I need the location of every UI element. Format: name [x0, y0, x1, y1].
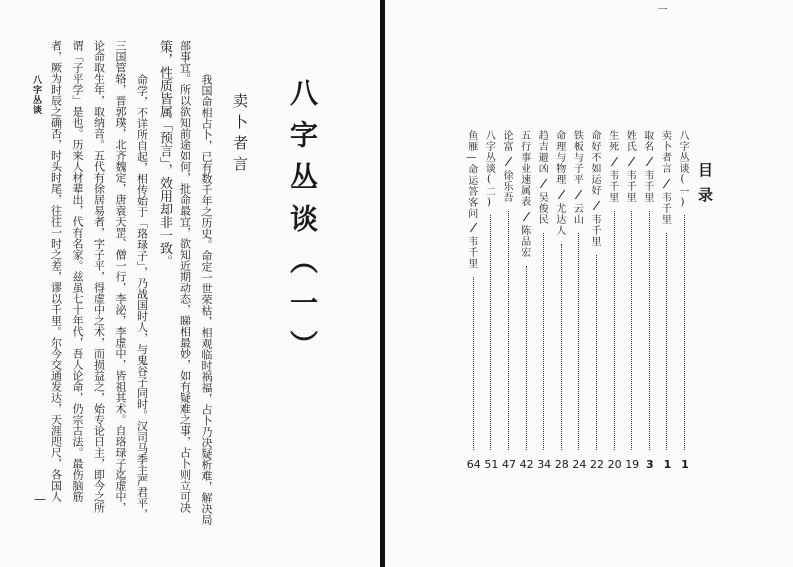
toc-page-number: 34: [537, 458, 552, 471]
toc-entry[interactable]: [554, 130, 570, 478]
dot-leader: [473, 277, 474, 450]
toc-entry-author: 韦千里: [659, 192, 671, 225]
dot-leader: [508, 211, 509, 450]
toc-entry-title: 命好不如运好: [589, 130, 600, 196]
toc-page-number: 3: [645, 458, 654, 471]
dot-leader: [596, 255, 597, 450]
slash-separator: [611, 157, 618, 167]
dot-leader: [578, 233, 579, 450]
toc-entry[interactable]: [501, 130, 517, 478]
article-subtitle: 卖卜者言: [231, 93, 249, 177]
toc-entry-title: 八字丛谈(一): [677, 130, 688, 209]
slash-separator: [593, 201, 600, 211]
toc-entry-title: 论富: [501, 130, 512, 152]
toc-entry[interactable]: [659, 130, 675, 478]
dot-leader: [666, 233, 667, 450]
toc-entry-title: 生死: [606, 130, 618, 152]
toc-entry[interactable]: [624, 130, 640, 478]
top-mark: 一: [655, 4, 666, 14]
toc-entry-title: 姓氏: [624, 130, 636, 152]
toc-entry-author: 徐乐吾: [501, 170, 512, 203]
body-line: 策，性质皆属「预言」，效用却非一致。: [157, 40, 172, 268]
toc-entry[interactable]: [677, 130, 693, 478]
slash-separator: [575, 190, 582, 200]
toc-entry-title: 命理与物理: [553, 130, 565, 185]
toc-entry-title: 八字丛谈(二): [483, 130, 495, 209]
slash-separator: [663, 179, 670, 189]
toc-entry-title: 鱼雁—命运答客问: [465, 130, 477, 219]
dot-leader: [649, 211, 650, 450]
toc-entry-title: 五行事业速属表: [518, 130, 530, 207]
toc-page-number: 1: [681, 458, 689, 471]
toc-page-number: 20: [607, 458, 622, 471]
dot-leader: [631, 211, 632, 450]
body-line: 论命取生年，取纳音。五代有徐居易者，字子平，得虚中之术，而损益之，始专论日主，即今之所: [92, 40, 106, 513]
toc-entry-author: 韦千里: [641, 170, 653, 203]
toc-entry[interactable]: [589, 130, 605, 478]
slash-separator: [523, 212, 530, 222]
left-page: [0, 0, 380, 567]
dot-leader: [561, 244, 562, 450]
slash-separator: [470, 223, 477, 233]
toc-entry-author: 韦千里: [606, 170, 618, 203]
toc-entry-author: 韦千里: [589, 214, 600, 247]
toc-entry-author: 韦千里: [465, 236, 477, 269]
page-number: —: [33, 492, 47, 506]
body-line: 部事宜。所以欲知前途如何，批命最宜，欲知近期动态，睇相最妙，如有疑难之事，占卜则立可决: [178, 40, 192, 513]
slash-separator: [540, 179, 547, 189]
toc-page-number: 1: [663, 458, 672, 471]
toc-entry-title: 铁板与子平: [571, 130, 583, 185]
toc-page-number: 19: [625, 458, 640, 471]
toc-entry[interactable]: [519, 130, 535, 478]
toc-page-number: 47: [502, 458, 516, 471]
body-line: 三国管辂，晋郭璞，北齐魏定，唐袁天罡、僧一行，李泌，李虚中，皆祖其术。自珞琭子迄虚中，: [114, 40, 127, 513]
article-title: 八字丛谈（一）: [286, 78, 319, 372]
toc-page-number: 42: [519, 458, 534, 471]
toc-page-number: 28: [554, 458, 569, 471]
dot-leader: [526, 266, 527, 450]
body-line: 命学，不详所自起，相传始于「珞琭子」，乃战国时人，与鬼谷子同时。汉司马季主严君平，: [135, 74, 149, 520]
running-head: 八字丛谈: [31, 75, 41, 115]
toc-page-number: 51: [484, 458, 499, 471]
toc-entry[interactable]: [642, 130, 658, 478]
slash-separator: [558, 190, 565, 200]
toc-entry[interactable]: [607, 130, 623, 478]
toc-heading: 目录: [696, 162, 714, 212]
body-line: 我国命相占卜，已有数千年之历史。命定一世荣枯，相观临时祸福，占卜乃决疑析难，解决局: [200, 74, 213, 525]
toc-page-number: 64: [466, 458, 481, 471]
toc-page-number: 24: [572, 458, 587, 471]
toc-entry-title: 卖卜者言: [659, 130, 671, 174]
dot-leader: [543, 233, 544, 450]
body-line: 者，厥为时辰之确否，时头时尾，往往一时之差，谬以千里。尔今交通发达，天涯咫尺，各国人: [49, 40, 63, 502]
toc-entry-author: 陈品宏: [518, 225, 530, 258]
dot-leader: [614, 211, 615, 450]
toc-entry-author: 吴俊民: [536, 192, 548, 225]
toc-page-number: 22: [590, 458, 604, 471]
toc-entry-title: 取名: [641, 130, 653, 152]
slash-separator: [505, 157, 512, 167]
slash-separator: [646, 157, 653, 167]
slash-separator: [628, 157, 635, 167]
right-page: [385, 0, 793, 567]
toc-entry[interactable]: [536, 130, 552, 478]
toc-entry[interactable]: [571, 130, 587, 478]
toc-entry[interactable]: [466, 130, 482, 478]
toc-entry-author: 韦千里: [624, 170, 636, 203]
toc-entry-title: 趋吉避凶: [536, 130, 548, 174]
dot-leader: [490, 215, 491, 450]
toc-entry-author: 云山: [571, 203, 583, 225]
body-line: 谓「子平学」是也。历来人材辈出，代有名家。兹虽七十年代，吾人论命，仍宗古法。最伤脑筋: [71, 40, 84, 502]
toc-entry[interactable]: [483, 130, 499, 478]
dot-leader: [684, 215, 685, 450]
toc-entry-author: 尤达人: [553, 203, 565, 236]
